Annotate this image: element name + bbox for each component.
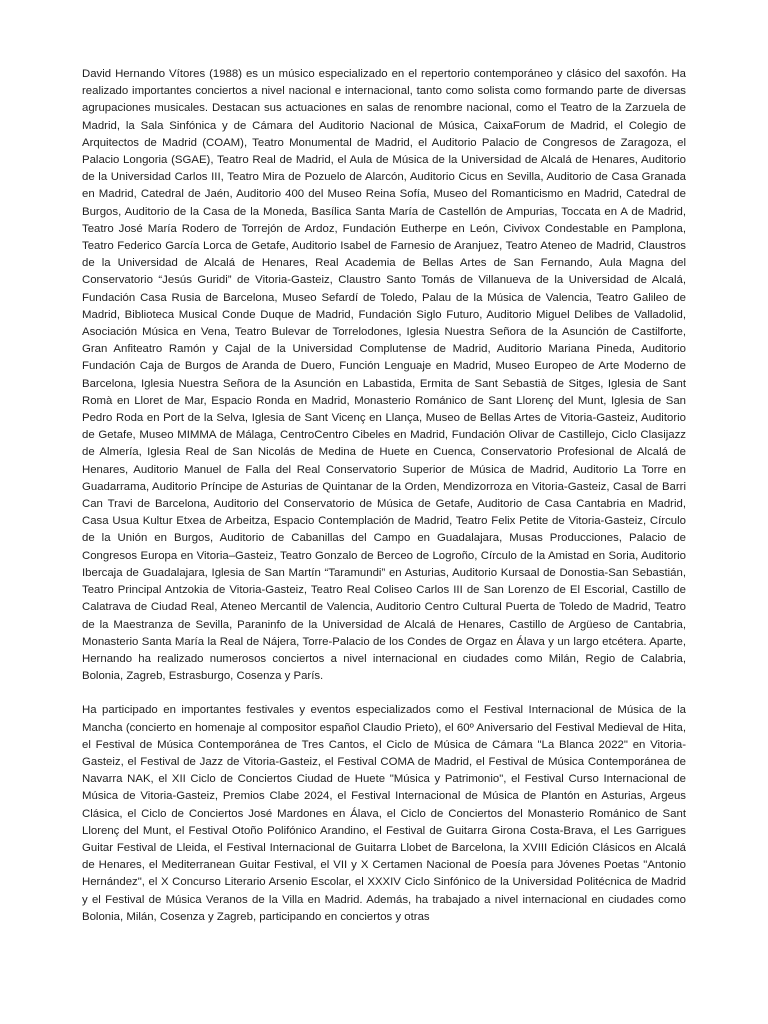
biography-paragraph: David Hernando Vítores (1988) es un músico especializado en el repertorio contemporáneo y clásico del saxofón. Ha realizado importantes conciertos a nivel nacional e internacional, tanto como solista como formando parte de diversas agrupaciones musicales. Destacan sus actuaciones en salas de renombre nacional, como el Teatro de la Zarzuela de Madrid, la Sala Sinfónica y de Cámara del Auditorio Nacional de Música, CaixaForum de Madrid, el Colegio de Arquitectos de Madrid (COAM), Teatro Monumental de Madrid, el Auditorio Palacio de Congresos de Zaragoza, el Palacio Longoria (SGAE), Teatro Real de Madrid, el Aula de Música de la Universidad de Alcalá de Henares, Auditorio de la Universidad Carlos III, Teatro Mira de Pozuelo de Alarcón, Auditorio Cicus en Sevilla, Auditorio de Casa Granada en Madrid, Catedral de Jaén, Auditorio 400 del Museo Reina Sofía, Museo del Romanticismo en Madrid, Catedral de Burgos, Auditorio de la Casa de la Moneda, Basílica Santa María de Castellón de Ampurias, Toccata en A de Madrid, Teatro José María Rodero de Torrejón de Ardoz, Fundación Eutherpe en León, Civivox Condestable en Pamplona, Teatro Federico García Lorca de Getafe, Auditorio Isabel de Farnesio de Aranjuez, Teatro Ateneo de Madrid, Claustros de la Universidad de Alcalá de Henares, Real Academia de Bellas Artes de San Fernando, Aula Magna del Conservatorio “Jesús Guridi” de Vitoria-Gasteiz, Claustro Santo Tomás de Villanueva de la Universidad de Alcalá, Fundación Casa Rusia de Barcelona, Museo Sefardí de Toledo, Palau de la Música de Valencia, Teatro Galileo de Madrid, Biblioteca Musical Conde Duque de Madrid, Fundación Siglo Futuro, Auditorio Miguel Delibes de Valladolid, Asociación Música en Vena, Teatro Bulevar de Torrelodones, Iglesia Nuestra Señora de la Asunción de Castilforte, Gran Anfiteatro Ramón y Cajal de la Universidad Complutense de Madrid, Auditorio Mariana Pineda, Auditorio Fundación Caja de Burgos de Aranda de Duero, Función Lenguaje en Madrid, Museo Europeo de Arte Moderno de Barcelona, Iglesia Nuestra Señora de la Asunción en Labastida, Ermita de Sant Sebastià de Sitges, Iglesia de Sant Romà en Lloret de Mar, Espacio Ronda en Madrid, Monasterio Románico de Sant Llorenç del Munt, Iglesia de San Pedro Roda en Port de la Selva, Iglesia de Sant Vicenç en Llança, Museo de Bellas Artes de Vitoria-Gasteiz, Auditorio de Getafe, Museo MIMMA de Málaga, CentroCentro Cibeles en Madrid, Fundación Olivar de Castillejo, Ciclo Clasijazz de Almería, Iglesia Real de San Nicolás de Medina de Huete en Cuenca, Conservatorio Profesional de Alcalá de Henares, Auditorio Manuel de Falla del Real Conservatorio Superior de Música de Madrid, Auditorio La Torre en Guadarrama, Auditorio Príncipe de Asturias de Quintanar de la Orden, Mendizorroza en Vitoria-Gasteiz, Casal de Barri Can Travi de Barcelona, Auditorio del Conservatorio de Música de Getafe, Auditorio de Casa Cantabria en Madrid, Casa Usua Kultur Etxea de Arbeitza, Espacio Contemplación de Madrid, Teatro Felix Petite de Vitoria-Gasteiz, Círculo de la Unión en Burgos, Auditorio de Cabanillas del Campo en Guadalajara, Musas Producciones, Palacio de Congresos Europa en Vitoria–Gasteiz, Teatro Gonzalo de Berceo de Logroño, Círculo de la Amistad en Soria, Auditorio Ibercaja de Guadalajara, Iglesia de San Martín “Taramundi” en Asturias, Auditorio Kursaal de Donostia-San Sebastián, Teatro Principal Antzokia de Vitoria-Gasteiz, Teatro Real Coliseo Carlos III de San Lorenzo de El Escorial, Castillo de Calatrava de Ciudad Real, Ateneo Mercantil de Valencia, Auditorio Centro Cultural Puerta de Toledo de Madrid, Teatro de la Maestranza de Sevilla, Paraninfo de la Universidad de Alcalá de Henares, Castillo de Argüeso de Cantabria, Monasterio Santa María la Real de Nájera, Torre-Palacio de los Condes de Orgaz en Álava y un largo etcétera. Aparte, Hernando ha realizado numerosos conciertos a nivel internacional en ciudades como Milán, Regio de Calabria, Bolonia, Zagreb, Estrasburgo, Cosenza y París.	[82, 68, 686, 683]
festivals-paragraph: Ha participado en importantes festivales y eventos especializados como el Festival Internacional de Música de la Mancha (concierto en homenaje al compositor español Claudio Prieto), el 60º Aniversario del Festival Medieval de Hita, el Festival de Música Contemporánea de Tres Cantos, el Ciclo de Música de Cámara "La Blanca 2022" en Vitoria-Gasteiz, el Festival de Jazz de Vitoria-Gasteiz, el Festival COMA de Madrid, el Festival de Música Contemporánea de Navarra NAK, el XII Ciclo de Conciertos Ciudad de Huete "Música y Patrimonio", el Festival Curso Internacional de Música de Vitoria-Gasteiz, Premios Clabe 2024, el Festival Internacional de Música de Plantón en Asturias, Argeus Clásica, el Ciclo de Conciertos José Mardones en Álava, el Ciclo de Conciertos del Monasterio Románico de Sant Llorenç del Munt, el Festival Otoño Polifónico Arandino, el Festival de Guitarra Girona Costa-Brava, el Les Garrigues Guitar Festival de Lleida, el Festival Internacional de Guitarra Llobet de Barcelona, la XVIII Edición Clásicos en Alcalá de Henares, el Mediterranean Guitar Festival, el VII y X Certamen Nacional de Poesía para Jóvenes Poetas "Antonio Hernández", el X Concurso Literario Arsenio Escolar, el XXXIV Ciclo Sinfónico de la Universidad Politécnica de Madrid y el Festival de Música Veranos de la Villa en Madrid. Además, ha trabajado a nivel internacional en ciudades como Bolonia, Milán, Cosenza y Zagreb, participando en conciertos y otras	[82, 704, 686, 923]
